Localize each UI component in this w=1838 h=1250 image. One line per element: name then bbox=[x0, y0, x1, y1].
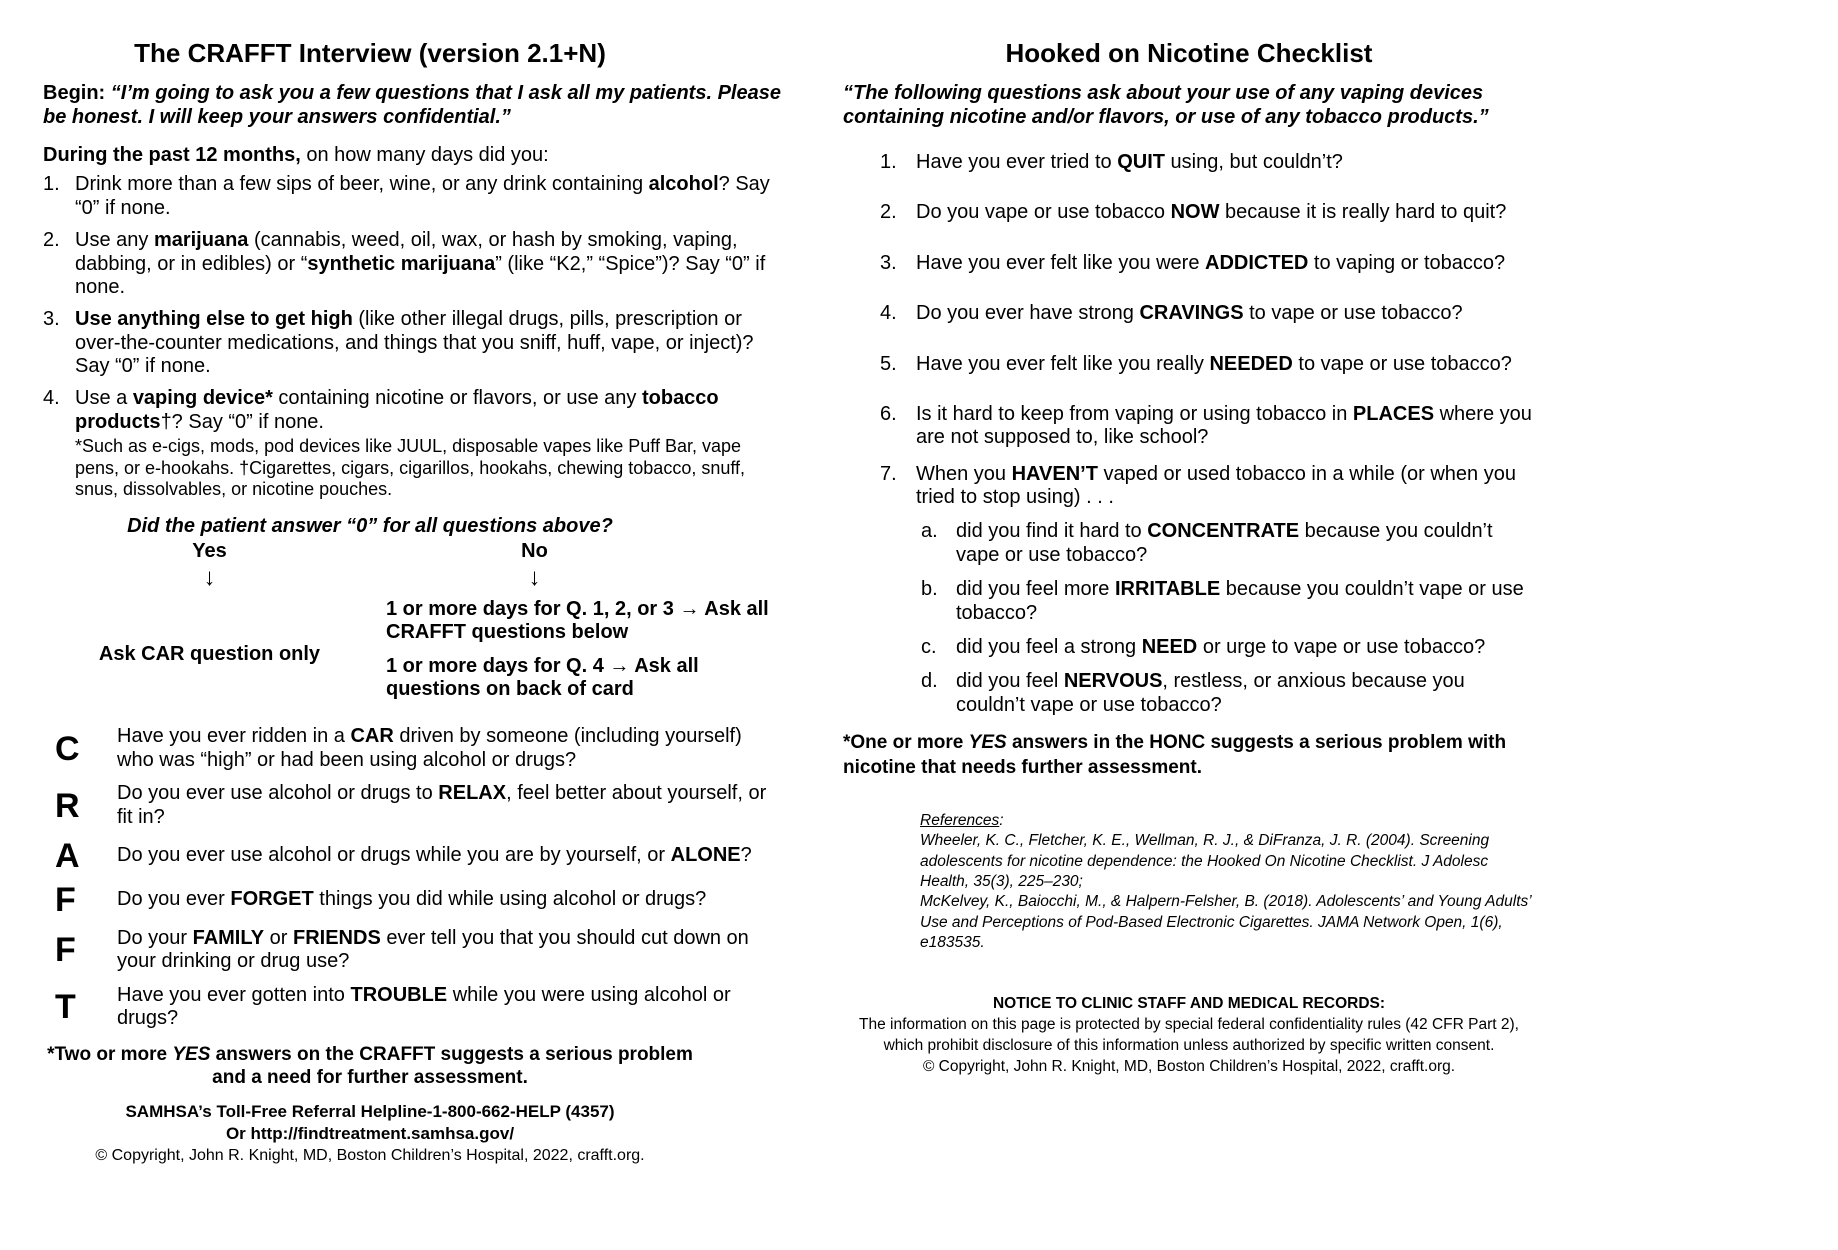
past-12-months-intro: During the past 12 months, on how many days did you: bbox=[43, 143, 549, 166]
honc-question-item bbox=[880, 302, 1535, 325]
down-arrow-icon: ↓ bbox=[203, 563, 216, 591]
question-text: Have you ever tried to QUIT using, but couldn’t? bbox=[916, 150, 1343, 173]
reference-citation: McKelvey, K., Baiocchi, M., & Halpern-Felsher, B. (2018). Adolescents’ and Young Adults’ Use and Perceptions of Pod-Based Electronic Cigarettes. JAMA Network Open, 1(6), e183535. bbox=[920, 893, 1531, 952]
question-number: 3. bbox=[43, 308, 60, 331]
crafft-question-text: Have you ever ridden in a CAR driven by someone (including yourself) who was “high” or had been using alcohol or drugs? bbox=[117, 725, 742, 771]
question-number: 1. bbox=[880, 150, 897, 173]
crafft-letter: F bbox=[55, 880, 76, 919]
question-text: Use any marijuana (cannabis, weed, oil, wax, or hash by smoking, vaping, dabbing, or in edibles) or “synthetic marijuana” (like “K2,” “Spice”)? Say “0” if none. bbox=[75, 229, 766, 298]
screening-question-item bbox=[43, 308, 783, 378]
screening-question-item bbox=[43, 173, 783, 220]
samhsa-url: Or http://findtreatment.samhsa.gov/ bbox=[225, 1123, 515, 1143]
notice-body bbox=[843, 1015, 1535, 1057]
crafft-question-text: Have you ever gotten into TROUBLE while you were using alcohol or drugs? bbox=[117, 983, 731, 1030]
honc-scoring-footnote: *One or more YES answers in the HONC suggests a serious problem with nicotine that needs further assessment. bbox=[843, 732, 1507, 778]
reference-citation: Wheeler, K. C., Fletcher, K. E., Wellman, R. J., & DiFranza, J. R. (2004). Screening adolescents for nicotine dependence: the Hooked On Nicotine Checklist. J Adolesc Health, 35(3), 225–230; bbox=[920, 832, 1490, 890]
subquestion-text: did you feel a strong NEED or urge to vape or use tobacco? bbox=[956, 636, 1486, 659]
begin-script: Begin: “I’m going to ask you a few questions that I ask all my patients. Please be honest. I will keep your answers confidential.” bbox=[43, 82, 781, 128]
crafft-question-item bbox=[43, 782, 783, 829]
question-number: 3. bbox=[880, 251, 897, 274]
crafft-page-title: The CRAFFT Interview (version 2.1+N) bbox=[134, 38, 606, 68]
honc-subquestion-item bbox=[921, 520, 1535, 567]
no-branch bbox=[376, 540, 783, 711]
flow-question: Did the patient answer “0” for all questions above? bbox=[127, 515, 613, 538]
honc-question-item bbox=[880, 252, 1535, 275]
honc-question-item bbox=[880, 403, 1535, 450]
question-text: When you HAVEN’T vaped or used tobacco in a while (or when you tried to stop using) . . . a. did you find it hard to CONCENTRATE because you couldn’t vape or use tobacco? b. did you feel more IRRITABLE because you couldn’t vape or use tobacco? c. did you feel a strong NEED or urge to vape or use tobacco? d. did you feel NERVOUS, restless, or anxious because you couldn’t vape or use tobacco? bbox=[916, 463, 1535, 718]
screening-question-item bbox=[43, 229, 783, 299]
references-section bbox=[920, 811, 1535, 954]
subquestion-letter: a. bbox=[921, 520, 938, 543]
no-branch-instructions bbox=[376, 598, 783, 712]
samhsa-helpline: SAMHSA’s Toll-Free Referral Helpline-1-800-662-HELP (4357) bbox=[125, 1102, 615, 1122]
crafft-letter: C bbox=[55, 729, 80, 768]
subquestion-text: did you feel more IRRITABLE because you couldn’t vape or use tobacco? bbox=[956, 578, 1524, 624]
subquestion-letter: d. bbox=[921, 670, 938, 693]
question-footnote: *Such as e-cigs, mods, pod devices like JUUL, disposable vapes like Puff Bar, vape pens, or e-hookahs. †Cigarettes, cigars, cigarillos, hookahs, chewing tobacco, snuff, snus, dissolvables, or nicotine pouches. bbox=[75, 436, 746, 500]
question-text: Have you ever felt like you were ADDICTED to vaping or tobacco? bbox=[916, 251, 1506, 274]
crafft-letter: A bbox=[55, 836, 80, 875]
screening-question-item bbox=[43, 387, 783, 501]
down-arrow-icon: ↓ bbox=[528, 563, 541, 591]
subquestion-text: did you find it hard to CONCENTRATE because you couldn’t vape or use tobacco? bbox=[956, 520, 1493, 566]
question-number: 4. bbox=[43, 387, 60, 410]
subquestion-letter: c. bbox=[921, 636, 937, 659]
crafft-copyright: © Copyright, John R. Knight, MD, Boston Children’s Hospital, 2022, crafft.org. bbox=[95, 1146, 645, 1164]
flow-branches bbox=[43, 540, 783, 711]
honc-subquestion-item bbox=[921, 636, 1535, 659]
honc-subquestion-item bbox=[921, 578, 1535, 625]
crafft-question-text: Do your FAMILY or FRIENDS ever tell you that you should cut down on your drinking or drug use? bbox=[117, 926, 749, 973]
question-text: Have you ever felt like you really NEEDED to vape or use tobacco? bbox=[916, 352, 1512, 375]
crafft-question-item bbox=[43, 984, 783, 1031]
question-text: Use anything else to get high (like other illegal drugs, pills, prescription or over-the-counter medications, and things that you sniff, huff, vape, or inject)? Say “0” if none. bbox=[75, 308, 754, 378]
honc-intro: “The following questions ask about your use of any vaping devices containing nicotine and/or flavors, or use of any tobacco products.” bbox=[843, 82, 1489, 128]
no-branch-instruction: 1 or more days for Q. 1, 2, or 3 → Ask all CRAFFT questions below bbox=[386, 597, 769, 644]
honc-page-title: Hooked on Nicotine Checklist bbox=[1005, 38, 1373, 68]
question-text: Is it hard to keep from vaping or using tobacco in PLACES where you are not supposed to, like school? bbox=[916, 402, 1532, 449]
ask-car-only-instruction: Ask CAR question only bbox=[98, 642, 321, 665]
yes-action-wrap bbox=[43, 598, 376, 712]
honc-question-item bbox=[880, 463, 1535, 718]
crafft-question-item bbox=[43, 725, 783, 772]
references-label: References: bbox=[920, 811, 1004, 829]
subquestion-letter: b. bbox=[921, 578, 938, 601]
honc-question-item bbox=[880, 151, 1535, 174]
subquestion-text: did you feel NERVOUS, restless, or anxious because you couldn’t vape or use tobacco? bbox=[956, 670, 1465, 716]
question-number: 2. bbox=[880, 201, 897, 224]
question-number: 5. bbox=[880, 352, 897, 375]
yes-label: Yes bbox=[192, 540, 227, 563]
crafft-letter: F bbox=[55, 931, 76, 970]
honc-question-item bbox=[880, 201, 1535, 224]
honc-copyright: © Copyright, John R. Knight, MD, Boston Children’s Hospital, 2022, crafft.org. bbox=[922, 1057, 1456, 1075]
honc-page bbox=[843, 38, 1535, 1077]
crafft-question-item bbox=[43, 836, 783, 875]
question-number: 7. bbox=[880, 462, 897, 485]
question-number: 2. bbox=[43, 229, 60, 252]
crafft-question-text: Do you ever use alcohol or drugs to RELAX, feel better about yourself, or fit in? bbox=[117, 782, 767, 828]
crafft-question-text: Do you ever FORGET things you did while using alcohol or drugs? bbox=[117, 888, 707, 911]
question-text: Drink more than a few sips of beer, wine, or any drink containing alcohol? Say “0” if none. bbox=[75, 173, 770, 219]
reference-lines bbox=[920, 831, 1535, 954]
question-text: Do you vape or use tobacco NOW because it is really hard to quit? bbox=[916, 201, 1507, 224]
no-branch-instruction: 1 or more days for Q. 4 → Ask all questions on back of card bbox=[386, 654, 699, 700]
screening-questions-list bbox=[43, 173, 783, 501]
crafft-interview-page bbox=[43, 38, 783, 1165]
question-text: Do you ever have strong CRAVINGS to vape or use tobacco? bbox=[916, 302, 1463, 325]
question-number: 1. bbox=[43, 173, 60, 196]
question-text: Use a vaping device* containing nicotine or flavors, or use any tobacco products†? Say “0” if none. *Such as e-cigs, mods, pod devices like JUUL, disposable vapes like Puff Bar, vape pens, or e-hookahs. †Cigarettes, cigars, cigarillos, hookahs, chewing tobacco, snuff, snus, dissolvables, or nicotine pouches. bbox=[75, 387, 783, 501]
notice-heading: NOTICE TO CLINIC STAFF AND MEDICAL RECORDS: bbox=[992, 994, 1386, 1012]
crafft-scoring-footnote: *Two or more YES answers on the CRAFFT suggests a serious problem and a need for further assessment. bbox=[47, 1043, 693, 1089]
crafft-letter: T bbox=[55, 988, 76, 1027]
notice-section bbox=[843, 994, 1535, 1078]
honc-questions-list bbox=[843, 151, 1535, 717]
honc-question-item bbox=[880, 353, 1535, 376]
honc-subquestion-item bbox=[921, 670, 1535, 717]
crafft-letter: R bbox=[55, 786, 80, 825]
question-number: 4. bbox=[880, 302, 897, 325]
triage-flow-section bbox=[43, 515, 783, 711]
notice-text: The information on this page is protected by special federal confidentiality rules (42 CFR Part 2), which prohibit disclosure of this information unless authorized by specific written consent. bbox=[859, 1015, 1519, 1054]
yes-branch bbox=[43, 540, 376, 711]
crafft-question-text: Do you ever use alcohol or drugs while you are by yourself, or ALONE? bbox=[117, 844, 752, 867]
crafft-question-item bbox=[43, 880, 783, 919]
crafft-question-item bbox=[43, 927, 783, 974]
question-number: 6. bbox=[880, 402, 897, 425]
no-label: No bbox=[521, 540, 548, 563]
crafft-questions-list bbox=[43, 725, 783, 1030]
